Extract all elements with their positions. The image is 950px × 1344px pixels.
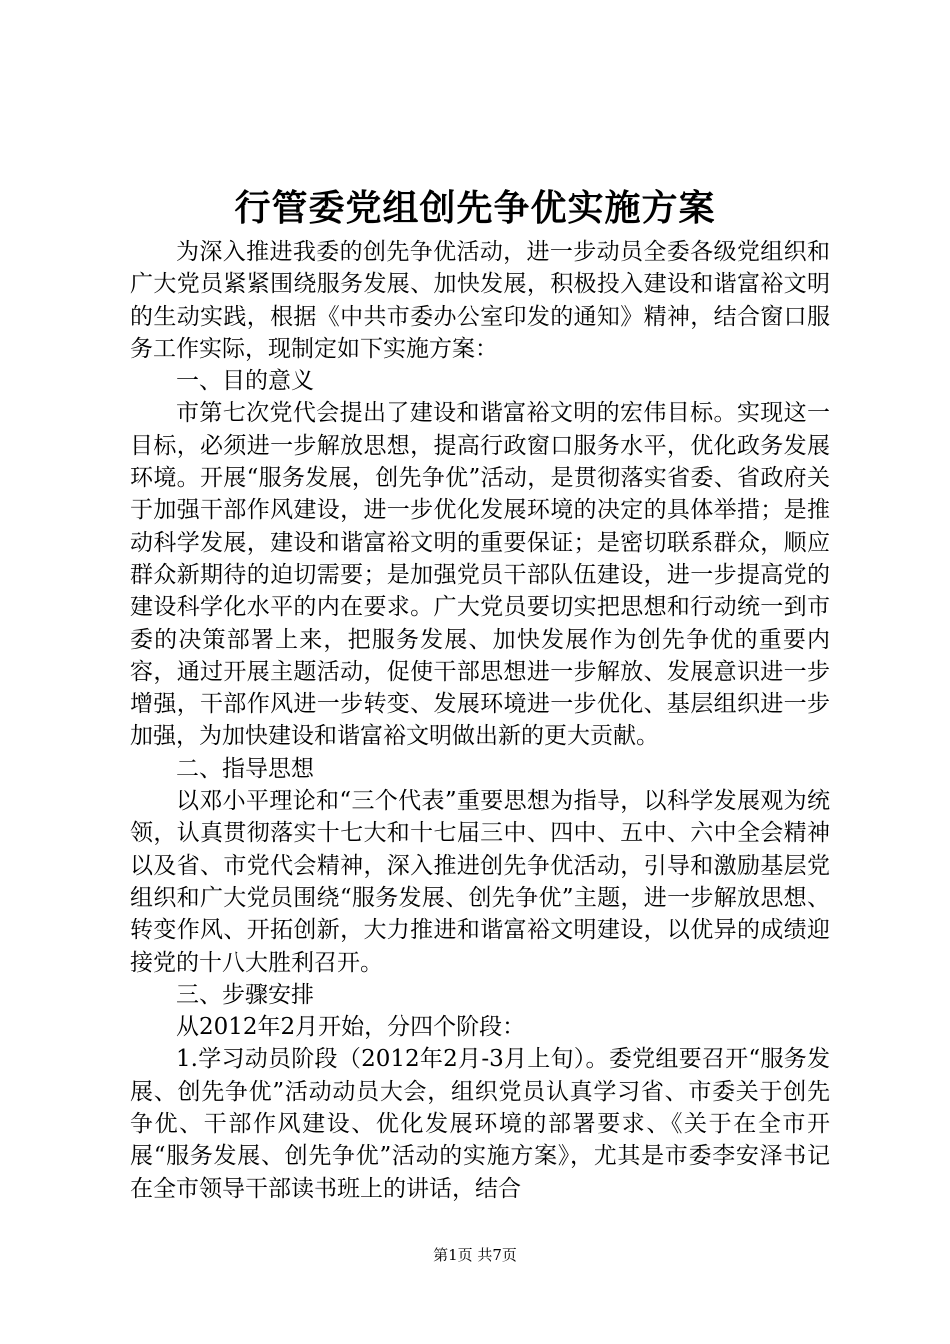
section-heading-purpose: 一、目的意义 (176, 368, 314, 395)
steps-intro-paragraph: 从2012年2月开始，分四个阶段： (176, 1014, 526, 1041)
document-title: 行管委党组创先争优实施方案 (234, 187, 716, 229)
step-one-paragraph: 1.学习动员阶段（2012年2月-3月上旬）。委党组要召开“服务发展、创先争优”活动动员大会，组织党员认真学习省、市委关于创先争优、干部作风建设、优化发展环境的部署要求、《关于在全市开展“服务发展、创先争优”活动的实施方案》，尤其是市委李安泽书记在全市领导干部读书班上的讲话，结合 (130, 1046, 830, 1202)
page-number-footer: 第1页 共7页 (433, 1246, 517, 1264)
section-heading-steps: 三、步骤安排 (176, 981, 314, 1008)
section-heading-guiding-thought: 二、指导思想 (176, 755, 314, 782)
intro-paragraph: 为深入推进我委的创先争优活动，进一步动员全委各级党组织和广大党员紧紧围绕服务发展、加快发展，积极投入建设和谐富裕文明的生动实践，根据《中共市委办公室印发的通知》精神，结合窗口服务工作实际，现制定如下实施方案： (130, 239, 830, 362)
document-body (130, 236, 830, 1205)
guiding-thought-paragraph: 以邓小平理论和“三个代表”重要思想为指导，以科学发展观为统领，认真贯彻落实十七大和十七届三中、四中、五中、六中全会精神以及省、市党代会精神，深入推进创先争优活动，引导和激励基层党组织和广大党员围绕“服务发展、创先争优”主题，进一步解放思想、转变作风、开拓创新，大力推进和谐富裕文明建设，以优异的成绩迎接党的十八大胜利召开。 (130, 788, 830, 976)
purpose-paragraph: 市第七次党代会提出了建设和谐富裕文明的宏伟目标。实现这一目标，必须进一步解放思想，提高行政窗口服务水平，优化政务发展环境。开展“服务发展，创先争优”活动，是贯彻落实省委、省政府关于加强干部作风建设，进一步优化发展环境的决定的具体举措；是推动科学发展，建设和谐富裕文明的重要保证；是密切联系群众，顺应群众新期待的迫切需要；是加强党员干部队伍建设，进一步提高党的建设科学化水平的内在要求。广大党员要切实把思想和行动统一到市委的决策部署上来，把服务发展、加快发展作为创先争优的重要内容，通过开展主题活动，促使干部思想进一步解放、发展意识进一步增强，干部作风进一步转变、发展环境进一步优化、基层组织进一步加强，为加快建设和谐富裕文明做出新的更大贡献。 (130, 400, 830, 750)
